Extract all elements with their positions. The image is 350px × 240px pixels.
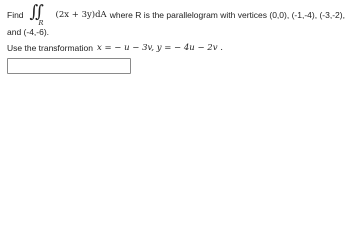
double-integral	[28, 2, 56, 28]
transformation-label: Use the transformation	[7, 43, 93, 53]
double-integral-icon: ∬	[29, 2, 39, 22]
problem-line-2: and (-4,-6).	[7, 27, 50, 37]
problem-line-1	[7, 2, 345, 28]
find-label: Find	[7, 10, 24, 20]
region-subscript: R	[38, 19, 44, 27]
integrand: (2x + 3y)dA	[55, 10, 107, 20]
transformation-equations: x = − u − 3v, y = − 4u − 2v .	[96, 43, 223, 53]
problem-statement: where R is the parallelogram with vertices (0,0), (-1,-4), (-3,-2),	[109, 10, 345, 20]
answer-input[interactable]	[7, 58, 131, 74]
problem-line-3	[7, 43, 223, 53]
